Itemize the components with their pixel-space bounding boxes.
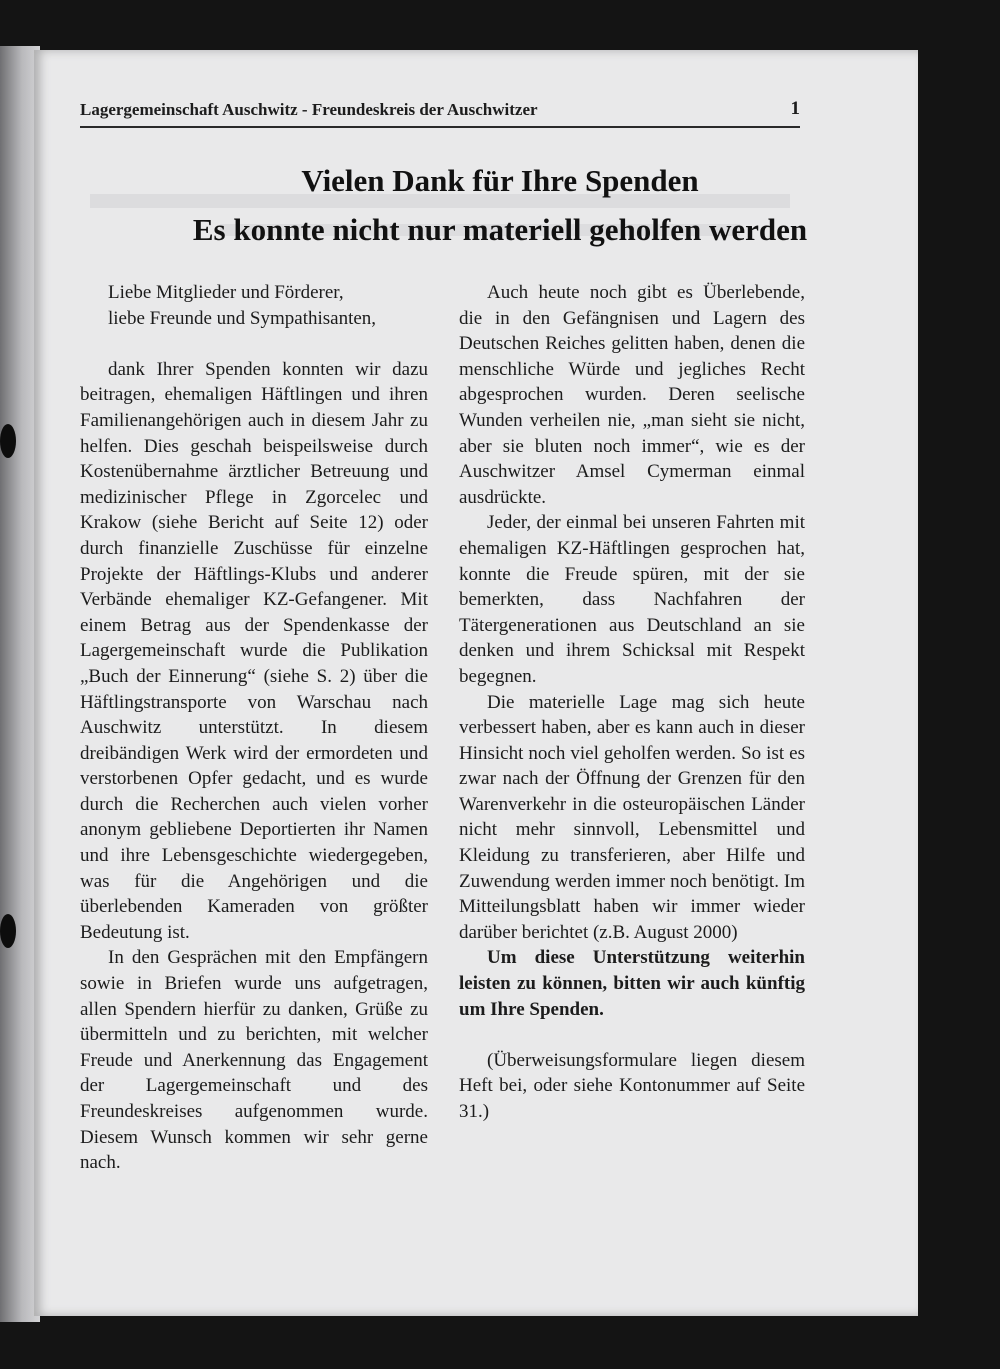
transfer-note: (Überweisungsformulare liegen diesem Heft bei, oder siehe Kontonummer auf Seite 31.) <box>459 1049 805 1122</box>
body-paragraph: Auch heute noch gibt es Überlebende, die in den Gefängnisen und Lagern des Deutschen Reiches gelitten haben, denen die menschliche Würde und jegliches Recht abgesprochen wurden. Deren seelische Wunden verheilen nie, „man sieht sie nicht, aber sie bluten noch immer“, wie es der Auschwitzer Amsel Cymerman einmal ausdrückte. <box>459 282 805 508</box>
header-title: Lagergemeinschaft Auschwitz - Freundeskreis der Auschwitzer <box>80 100 538 119</box>
running-header <box>80 96 800 128</box>
greeting-line-2: liebe Freunde und Sympathisanten, <box>108 307 377 329</box>
body-paragraph: In den Gesprächen mit den Empfängern sowie in Briefen wurde uns aufgetragen, allen Spendern hierfür zu danken, Grüße zu übermitteln und zu berichten, mit welcher Freude und Anerkennung das Engagement der Lagergemeinschaft und des Freundeskreises aufgenommen wurde. Diesem Wunsch kommen wir sehr gerne nach. <box>80 947 428 1174</box>
page-number: 1 <box>790 98 800 119</box>
headline-line-1: Vielen Dank für Ihre Spenden <box>301 163 699 198</box>
right-column <box>459 280 805 1125</box>
headline-line-2: Es konnte nicht nur materiell geholfen werden <box>192 212 808 247</box>
punch-hole-bottom <box>0 914 16 948</box>
appeal-paragraph: Um diese Unterstützung weiterhin leisten zu können, bitten wir auch künftig um Ihre Spenden. <box>459 947 805 1020</box>
body-paragraph: Die materielle Lage mag sich heute verbessert haben, aber es kann auch in dieser Hinsicht noch viel geholfen werden. So ist es zwar nach der Öffnung der Grenzen für den Warenverkehr in die osteuropäischen Länder nicht mehr sinnvoll, Lebensmittel und Kleidung zu transferieren, aber Hilfe und Zuwendung werden immer noch benötigt. Im Mitteilungsblatt haben wir immer wieder darüber berichtet (z.B. August 2000) <box>459 691 805 943</box>
left-column <box>80 280 428 1176</box>
body-paragraph: Jeder, der einmal bei unseren Fahrten mit ehemaligen KZ-Häftlingen gesprochen hat, konnte die Freude spüren, mit der sie bemerkten, dass Nachfahren der Tätergenerationen aus Deutschland an sie denken und ihrem Schicksal mit Respekt begegnen. <box>459 512 805 687</box>
punch-hole-top <box>0 424 16 458</box>
greeting-line-1: Liebe Mitglieder und Förderer, <box>108 282 344 303</box>
body-paragraph: dank Ihrer Spenden konnten wir dazu beitragen, ehemaligen Häftlingen und ihren Familienangehörigen auch in diesem Jahr zu helfen. Dies geschah beispeilsweise durch Kostenübernahme ärztlicher Betreuung und medizinischer Pflege in Zgorcelec und Krakow (siehe Bericht auf Seite 12) oder durch finanzielle Zuschüsse für einzelne Projekte der Häftlings-Klubs und anderer Verbände ehemaliger KZ-Gefangener. Mit einem Betrag aus der Spendenkasse der Lagergemeinschaft wurde die Publikation „Buch der Einnerung“ (siehe S. 2) über die Häftlingstransporte von Warschau nach Auschwitz unterstützt. In diesem dreibändigen Werk wird der ermordeten und verstorbenen Opfer gedacht, und es wurde durch die Recherchen auch vielen vorher anonym gebliebene Deportierten ihr Namen und ihre Lebensgeschichte wiedergegeben, was für die Angehörigen und die überlebenden Kameraden von größter Bedeutung ist. <box>80 358 428 943</box>
